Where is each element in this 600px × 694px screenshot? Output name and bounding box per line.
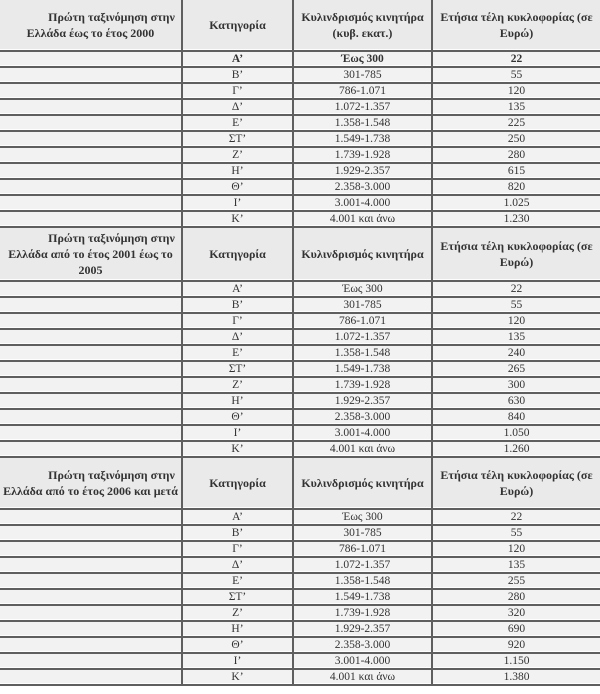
cell-fee: 1.150 [432, 653, 600, 669]
cell-category: ΣΤ’ [182, 589, 293, 605]
spacer-cell [0, 441, 182, 457]
cell-category: ΣΤ’ [182, 131, 293, 147]
section-title: Πρώτη ταξινόμηση στην Ελλάδα από το έτος 2001 έως το 2005 [0, 227, 182, 281]
table-row [0, 637, 600, 653]
cell-category: Δ’ [182, 99, 293, 115]
cell-displacement: 1.358-1.548 [293, 345, 432, 361]
cell-displacement: 4.001 και άνω [293, 441, 432, 457]
cell-category: Α’ [182, 509, 293, 525]
cell-fee: 120 [432, 83, 600, 99]
column-header-fee: Ετήσια τέλη κυκλοφορίας (σε Ευρώ) [432, 227, 600, 281]
column-header-displacement: Κυλινδρισμός κινητήρα (κυβ. εκατ.) [293, 0, 432, 51]
cell-fee: 22 [432, 281, 600, 297]
table-row [0, 281, 600, 297]
spacer-cell [0, 637, 182, 653]
spacer-cell [0, 409, 182, 425]
cell-category: Γ’ [182, 313, 293, 329]
cell-displacement: 1.549-1.738 [293, 589, 432, 605]
cell-fee: 1.050 [432, 425, 600, 441]
cell-displacement: Έως 300 [293, 509, 432, 525]
table-row [0, 163, 600, 179]
spacer-cell [0, 541, 182, 557]
cell-displacement: 1.739-1.928 [293, 605, 432, 621]
cell-category: Η’ [182, 621, 293, 637]
cell-displacement: 1.739-1.928 [293, 147, 432, 163]
table-row [0, 67, 600, 83]
cell-displacement: 1.929-2.357 [293, 621, 432, 637]
cell-category: Κ’ [182, 669, 293, 685]
spacer-cell [0, 313, 182, 329]
column-header-fee: Ετήσια τέλη κυκλοφορίας (σε Ευρώ) [432, 457, 600, 509]
cell-category: Ε’ [182, 345, 293, 361]
cell-fee: 1.025 [432, 195, 600, 211]
cell-displacement: 4.001 και άνω [293, 211, 432, 227]
cell-displacement: 301-785 [293, 297, 432, 313]
cell-displacement: 1.739-1.928 [293, 377, 432, 393]
cell-category: Θ’ [182, 409, 293, 425]
spacer-cell [0, 605, 182, 621]
table-row [0, 329, 600, 345]
cell-fee: 135 [432, 99, 600, 115]
cell-category: Ζ’ [182, 377, 293, 393]
table-row [0, 179, 600, 195]
spacer-cell [0, 83, 182, 99]
cell-fee: 240 [432, 345, 600, 361]
cell-displacement: 1.358-1.548 [293, 115, 432, 131]
cell-category: Β’ [182, 525, 293, 541]
spacer-cell [0, 51, 182, 67]
cell-category: Κ’ [182, 441, 293, 457]
spacer-cell [0, 115, 182, 131]
cell-category: ΣΤ’ [182, 361, 293, 377]
section-header-row [0, 457, 600, 509]
spacer-cell [0, 573, 182, 589]
spacer-cell [0, 509, 182, 525]
table-row [0, 653, 600, 669]
cell-fee: 280 [432, 147, 600, 163]
column-header-category: Κατηγορία [182, 457, 293, 509]
cell-displacement: 1.549-1.738 [293, 361, 432, 377]
cell-fee: 255 [432, 573, 600, 589]
table-row [0, 541, 600, 557]
cell-category: Ε’ [182, 573, 293, 589]
cell-fee: 265 [432, 361, 600, 377]
section-title: Πρώτη ταξινόμηση στην Ελλάδα από το έτος 2006 και μετά [0, 457, 182, 509]
spacer-cell [0, 163, 182, 179]
spacer-cell [0, 179, 182, 195]
cell-category: Ζ’ [182, 147, 293, 163]
spacer-cell [0, 557, 182, 573]
cell-category: Γ’ [182, 541, 293, 557]
table-row [0, 51, 600, 67]
table-row [0, 573, 600, 589]
spacer-cell [0, 131, 182, 147]
table-row [0, 509, 600, 525]
cell-category: Ι’ [182, 195, 293, 211]
table-row [0, 297, 600, 313]
cell-fee: 22 [432, 509, 600, 525]
cell-displacement: 1.072-1.357 [293, 329, 432, 345]
cell-displacement: 786-1.071 [293, 83, 432, 99]
cell-category: Ι’ [182, 653, 293, 669]
cell-fee: 615 [432, 163, 600, 179]
table-row [0, 621, 600, 637]
spacer-cell [0, 195, 182, 211]
table-row [0, 211, 600, 227]
cell-displacement: 1.929-2.357 [293, 393, 432, 409]
cell-displacement: 3.001-4.000 [293, 195, 432, 211]
cell-displacement: 2.358-3.000 [293, 409, 432, 425]
table-row [0, 377, 600, 393]
table-row [0, 99, 600, 115]
cell-displacement: Έως 300 [293, 51, 432, 67]
spacer-cell [0, 281, 182, 297]
cell-fee: 120 [432, 541, 600, 557]
spacer-cell [0, 297, 182, 313]
cell-displacement: 4.001 και άνω [293, 669, 432, 685]
cell-fee: 120 [432, 313, 600, 329]
cell-fee: 1.380 [432, 669, 600, 685]
table-row [0, 313, 600, 329]
spacer-cell [0, 329, 182, 345]
cell-category: Η’ [182, 393, 293, 409]
cell-category: Θ’ [182, 637, 293, 653]
table-row [0, 393, 600, 409]
cell-category: Η’ [182, 163, 293, 179]
table-row [0, 147, 600, 163]
cell-fee: 300 [432, 377, 600, 393]
table-row [0, 361, 600, 377]
spacer-cell [0, 669, 182, 685]
table-row [0, 131, 600, 147]
table-row [0, 557, 600, 573]
cell-displacement: 1.358-1.548 [293, 573, 432, 589]
table-row [0, 345, 600, 361]
cell-displacement: 1.072-1.357 [293, 99, 432, 115]
spacer-cell [0, 345, 182, 361]
cell-displacement: 786-1.071 [293, 541, 432, 557]
table-row [0, 83, 600, 99]
spacer-cell [0, 525, 182, 541]
spacer-cell [0, 147, 182, 163]
cell-category: Δ’ [182, 329, 293, 345]
cell-category: Α’ [182, 281, 293, 297]
cell-displacement: 786-1.071 [293, 313, 432, 329]
cell-fee: 55 [432, 67, 600, 83]
table-row [0, 605, 600, 621]
spacer-cell [0, 393, 182, 409]
cell-fee: 55 [432, 525, 600, 541]
cell-displacement: 301-785 [293, 525, 432, 541]
table-row [0, 115, 600, 131]
cell-category: Ι’ [182, 425, 293, 441]
spacer-cell [0, 99, 182, 115]
section-title: Πρώτη ταξινόμηση στην Ελλάδα έως το έτος 2000 [0, 0, 182, 51]
cell-displacement: 3.001-4.000 [293, 425, 432, 441]
cell-category: Β’ [182, 297, 293, 313]
cell-fee: 690 [432, 621, 600, 637]
spacer-cell [0, 361, 182, 377]
cell-category: Ζ’ [182, 605, 293, 621]
cell-category: Κ’ [182, 211, 293, 227]
cell-category: Δ’ [182, 557, 293, 573]
cell-displacement: 2.358-3.000 [293, 179, 432, 195]
cell-displacement: 301-785 [293, 67, 432, 83]
column-header-fee: Ετήσια τέλη κυκλοφορίας (σε Ευρώ) [432, 0, 600, 51]
spacer-cell [0, 425, 182, 441]
cell-category: Γ’ [182, 83, 293, 99]
cell-fee: 135 [432, 329, 600, 345]
cell-fee: 630 [432, 393, 600, 409]
table-row [0, 425, 600, 441]
spacer-cell [0, 67, 182, 83]
spacer-cell [0, 621, 182, 637]
cell-fee: 135 [432, 557, 600, 573]
table-row [0, 525, 600, 541]
cell-fee: 920 [432, 637, 600, 653]
spacer-cell [0, 377, 182, 393]
section-header-row [0, 0, 600, 51]
column-header-category: Κατηγορία [182, 0, 293, 51]
spacer-cell [0, 211, 182, 227]
cell-fee: 22 [432, 51, 600, 67]
cell-category: Θ’ [182, 179, 293, 195]
cell-category: Β’ [182, 67, 293, 83]
section-header-row [0, 227, 600, 281]
spacer-cell [0, 653, 182, 669]
column-header-displacement: Κυλινδρισμός κινητήρα [293, 457, 432, 509]
table-row [0, 441, 600, 457]
cell-fee: 840 [432, 409, 600, 425]
cell-displacement: 1.549-1.738 [293, 131, 432, 147]
cell-displacement: 3.001-4.000 [293, 653, 432, 669]
spacer-cell [0, 589, 182, 605]
cell-fee: 820 [432, 179, 600, 195]
cell-category: Α’ [182, 51, 293, 67]
table-row [0, 195, 600, 211]
cell-fee: 320 [432, 605, 600, 621]
cell-displacement: 2.358-3.000 [293, 637, 432, 653]
cell-fee: 55 [432, 297, 600, 313]
column-header-category: Κατηγορία [182, 227, 293, 281]
cell-category: Ε’ [182, 115, 293, 131]
cell-displacement: Έως 300 [293, 281, 432, 297]
cell-fee: 225 [432, 115, 600, 131]
cell-fee: 1.260 [432, 441, 600, 457]
cell-fee: 280 [432, 589, 600, 605]
table-row [0, 409, 600, 425]
column-header-displacement: Κυλινδρισμός κινητήρα [293, 227, 432, 281]
cell-displacement: 1.072-1.357 [293, 557, 432, 573]
cell-displacement: 1.929-2.357 [293, 163, 432, 179]
table-row [0, 589, 600, 605]
table-row [0, 669, 600, 685]
cell-fee: 1.230 [432, 211, 600, 227]
cell-fee: 250 [432, 131, 600, 147]
